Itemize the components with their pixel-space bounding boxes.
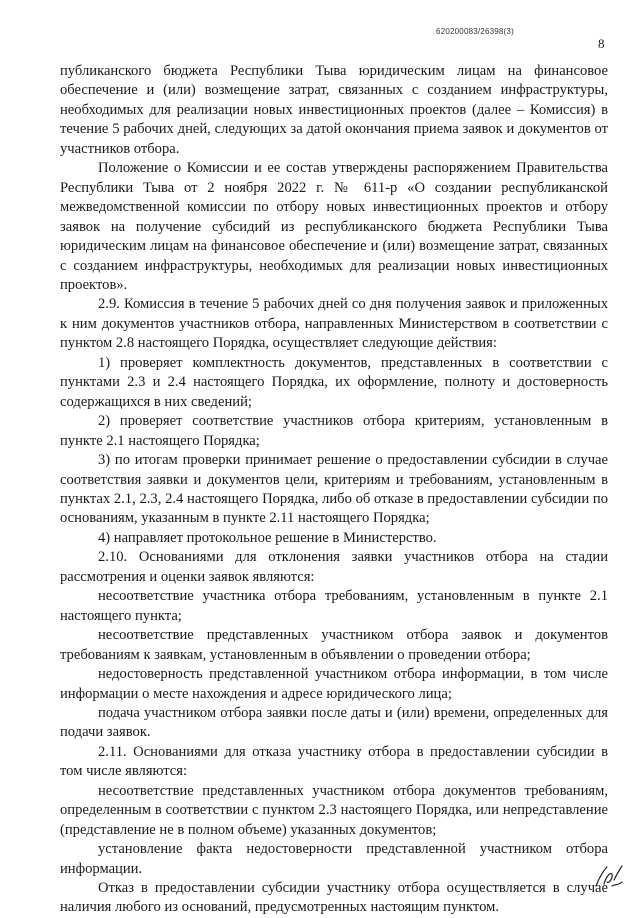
handwritten-initials-mark [592, 862, 626, 890]
document-code: 620200083/26398(3) [436, 27, 514, 36]
paragraph: установление факта недостоверности представленной участником отбора информации. [60, 841, 608, 877]
paragraph: 4) направляет протокольное решение в Министерство. [98, 529, 437, 546]
page-number: 8 [598, 36, 605, 51]
paragraph: несоответствие представленных участником отбора документов требованиям, определенным в соответствии с пунктом 2.3 настоящего Порядка, или непредставление (представление не в полном объеме) указанных документов; [60, 782, 608, 838]
paragraph: подача участником отбора заявки после даты и (или) времени, определенных для подачи заявок. [60, 704, 608, 741]
paragraph: 2.9. Комиссия в течение 5 рабочих дней со дня получения заявок и приложенных к ним документов участников отбора, направленных Министерством в соответствии с пунктом 2.8 настоящего Порядка, осуществляет следующие действия: [60, 296, 608, 352]
document-body [60, 62, 608, 918]
paragraph: 1) проверяет комплектность документов, представленных в соответствии с пунктами 2.3 и 2.4 настоящего Порядка, их оформление, полноту и достоверность содержащихся в них сведений; [60, 354, 608, 410]
paragraph: публиканского бюджета Республики Тыва юридическим лицам на финансовое обеспечение и (или) возмещение затрат, связанных с созданием инфраструктуры, необходимых для реализации новых инвестиционных проектов (далее – Комиссия) в течение 5 рабочих дней, следующих за датой окончания приема заявок и документов от участников отбора. [60, 63, 608, 157]
paragraph: 2) проверяет соответствие участников отбора критериям, установленным в пункте 2.1 настоящего Порядка; [60, 413, 608, 449]
paragraph: недостоверность представленной участником отбора информации, в том числе информации о месте нахождения и адресе юридического лица; [60, 666, 608, 702]
paragraph: несоответствие участника отбора требованиям, установленным в пункте 2.1 настоящего пункта; [60, 588, 608, 624]
paragraph: 2.10. Основаниями для отклонения заявки участников отбора на стадии рассмотрения и оценки заявок являются: [60, 549, 608, 585]
paragraph: несоответствие представленных участником отбора заявок и документов требованиям к заявкам, установленным в объявлении о проведении отбора; [60, 627, 608, 663]
paragraph: 2.11. Основаниями для отказа участнику отбора в предоставлении субсидии в том числе являются: [60, 743, 608, 780]
paragraph: 3) по итогам проверки принимает решение о предоставлении субсидии в случае соответствия заявки и документов цели, критериям и требованиям, установленным в пунктах 2.1, 2.3, 2.4 настоящего Порядка, либо об отказе в предоставлении субсидии по основаниям, указанным в пункте 2.11 настоящего Порядка; [60, 452, 608, 527]
paragraph: Положение о Комиссии и ее состав утверждены распоряжением Правительства Республики Тыва от 2 ноября 2022 г. № 611-р «О создании республиканской межведомственной комиссии по отбору новых инвестиционных проектов и отбору заявок на получение субсидий из республиканского бюджета Республики Тыва юридическим лицам на финансовое обеспечение и (или) возмещение затрат, связанных с созданием инфраструктуры, необходимых для реализации новых инвестиционных проектов». [60, 160, 608, 293]
paragraph: Отказ в предоставлении субсидии участнику отбора осуществляется в случае наличия любого из оснований, предусмотренных настоящим пунктом. [60, 880, 608, 916]
